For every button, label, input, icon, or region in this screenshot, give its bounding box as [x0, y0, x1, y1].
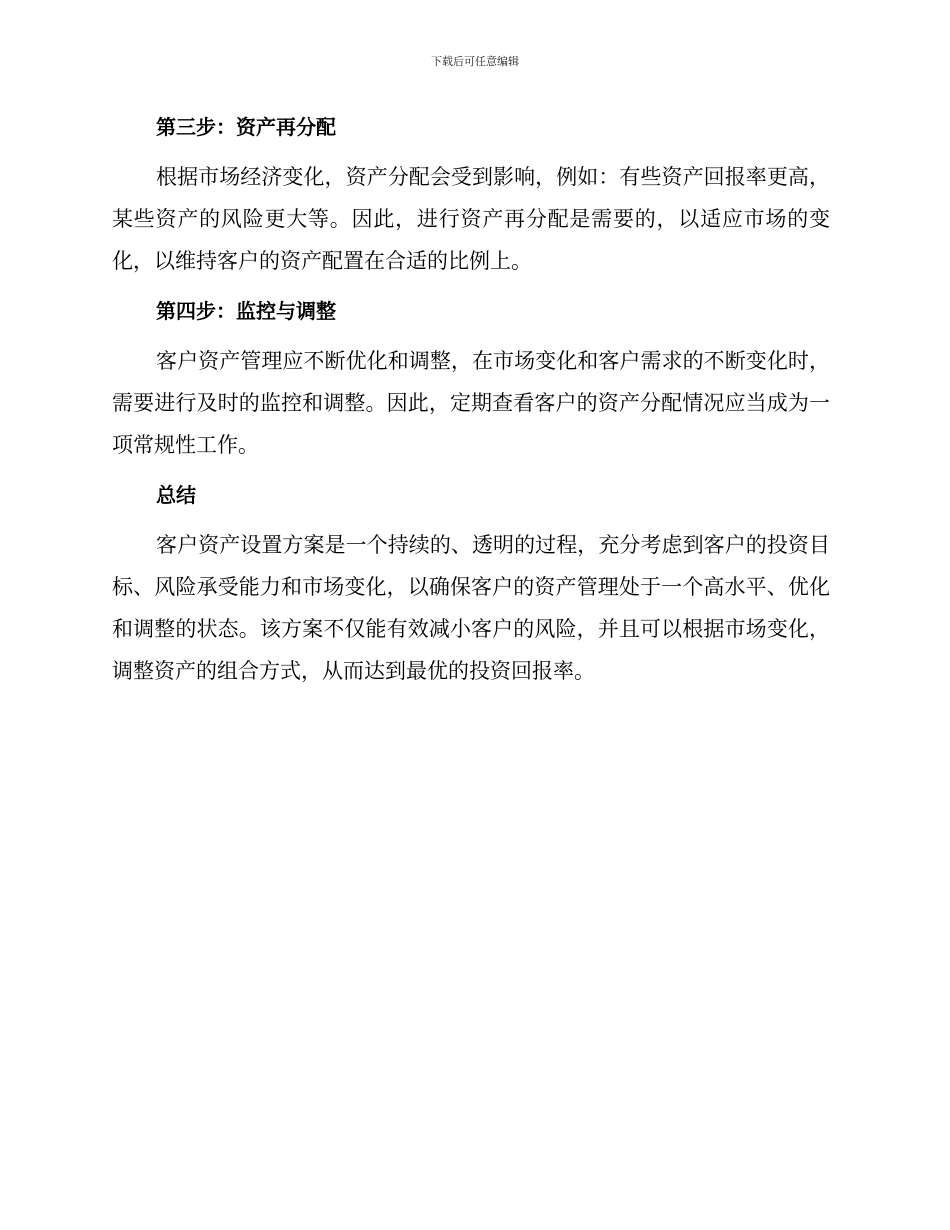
document-body: [112, 112, 830, 706]
section-summary: [112, 480, 830, 692]
section-paragraph: 客户资产设置方案是一个持续的、透明的过程，充分考虑到客户的投资目标、风险承受能力和市场变化，以确保客户的资产管理处于一个高水平、优化和调整的状态。该方案不仅能有效减小客户的风险，并且可以根据市场变化，调整资产的组合方式，从而达到最优的投资回报率。: [112, 533, 830, 683]
section-asset-reallocation: [112, 112, 830, 282]
section-heading: 第三步：资产再分配: [156, 115, 336, 139]
page-header-note: 下载后可任意编辑: [431, 55, 519, 68]
section-heading: 总结: [156, 483, 196, 507]
section-heading: 第四步：监控与调整: [156, 299, 336, 323]
section-monitor-adjust: [112, 296, 830, 466]
section-paragraph: 客户资产管理应不断优化和调整，在市场变化和客户需求的不断变化时，需要进行及时的监控和调整。因此，定期查看客户的资产分配情况应当成为一项常规性工作。: [112, 349, 830, 457]
section-paragraph: 根据市场经济变化，资产分配会受到影响，例如：有些资产回报率更高，某些资产的风险更大等。因此，进行资产再分配是需要的，以适应市场的变化，以维持客户的资产配置在合适的比例上。: [112, 165, 830, 273]
